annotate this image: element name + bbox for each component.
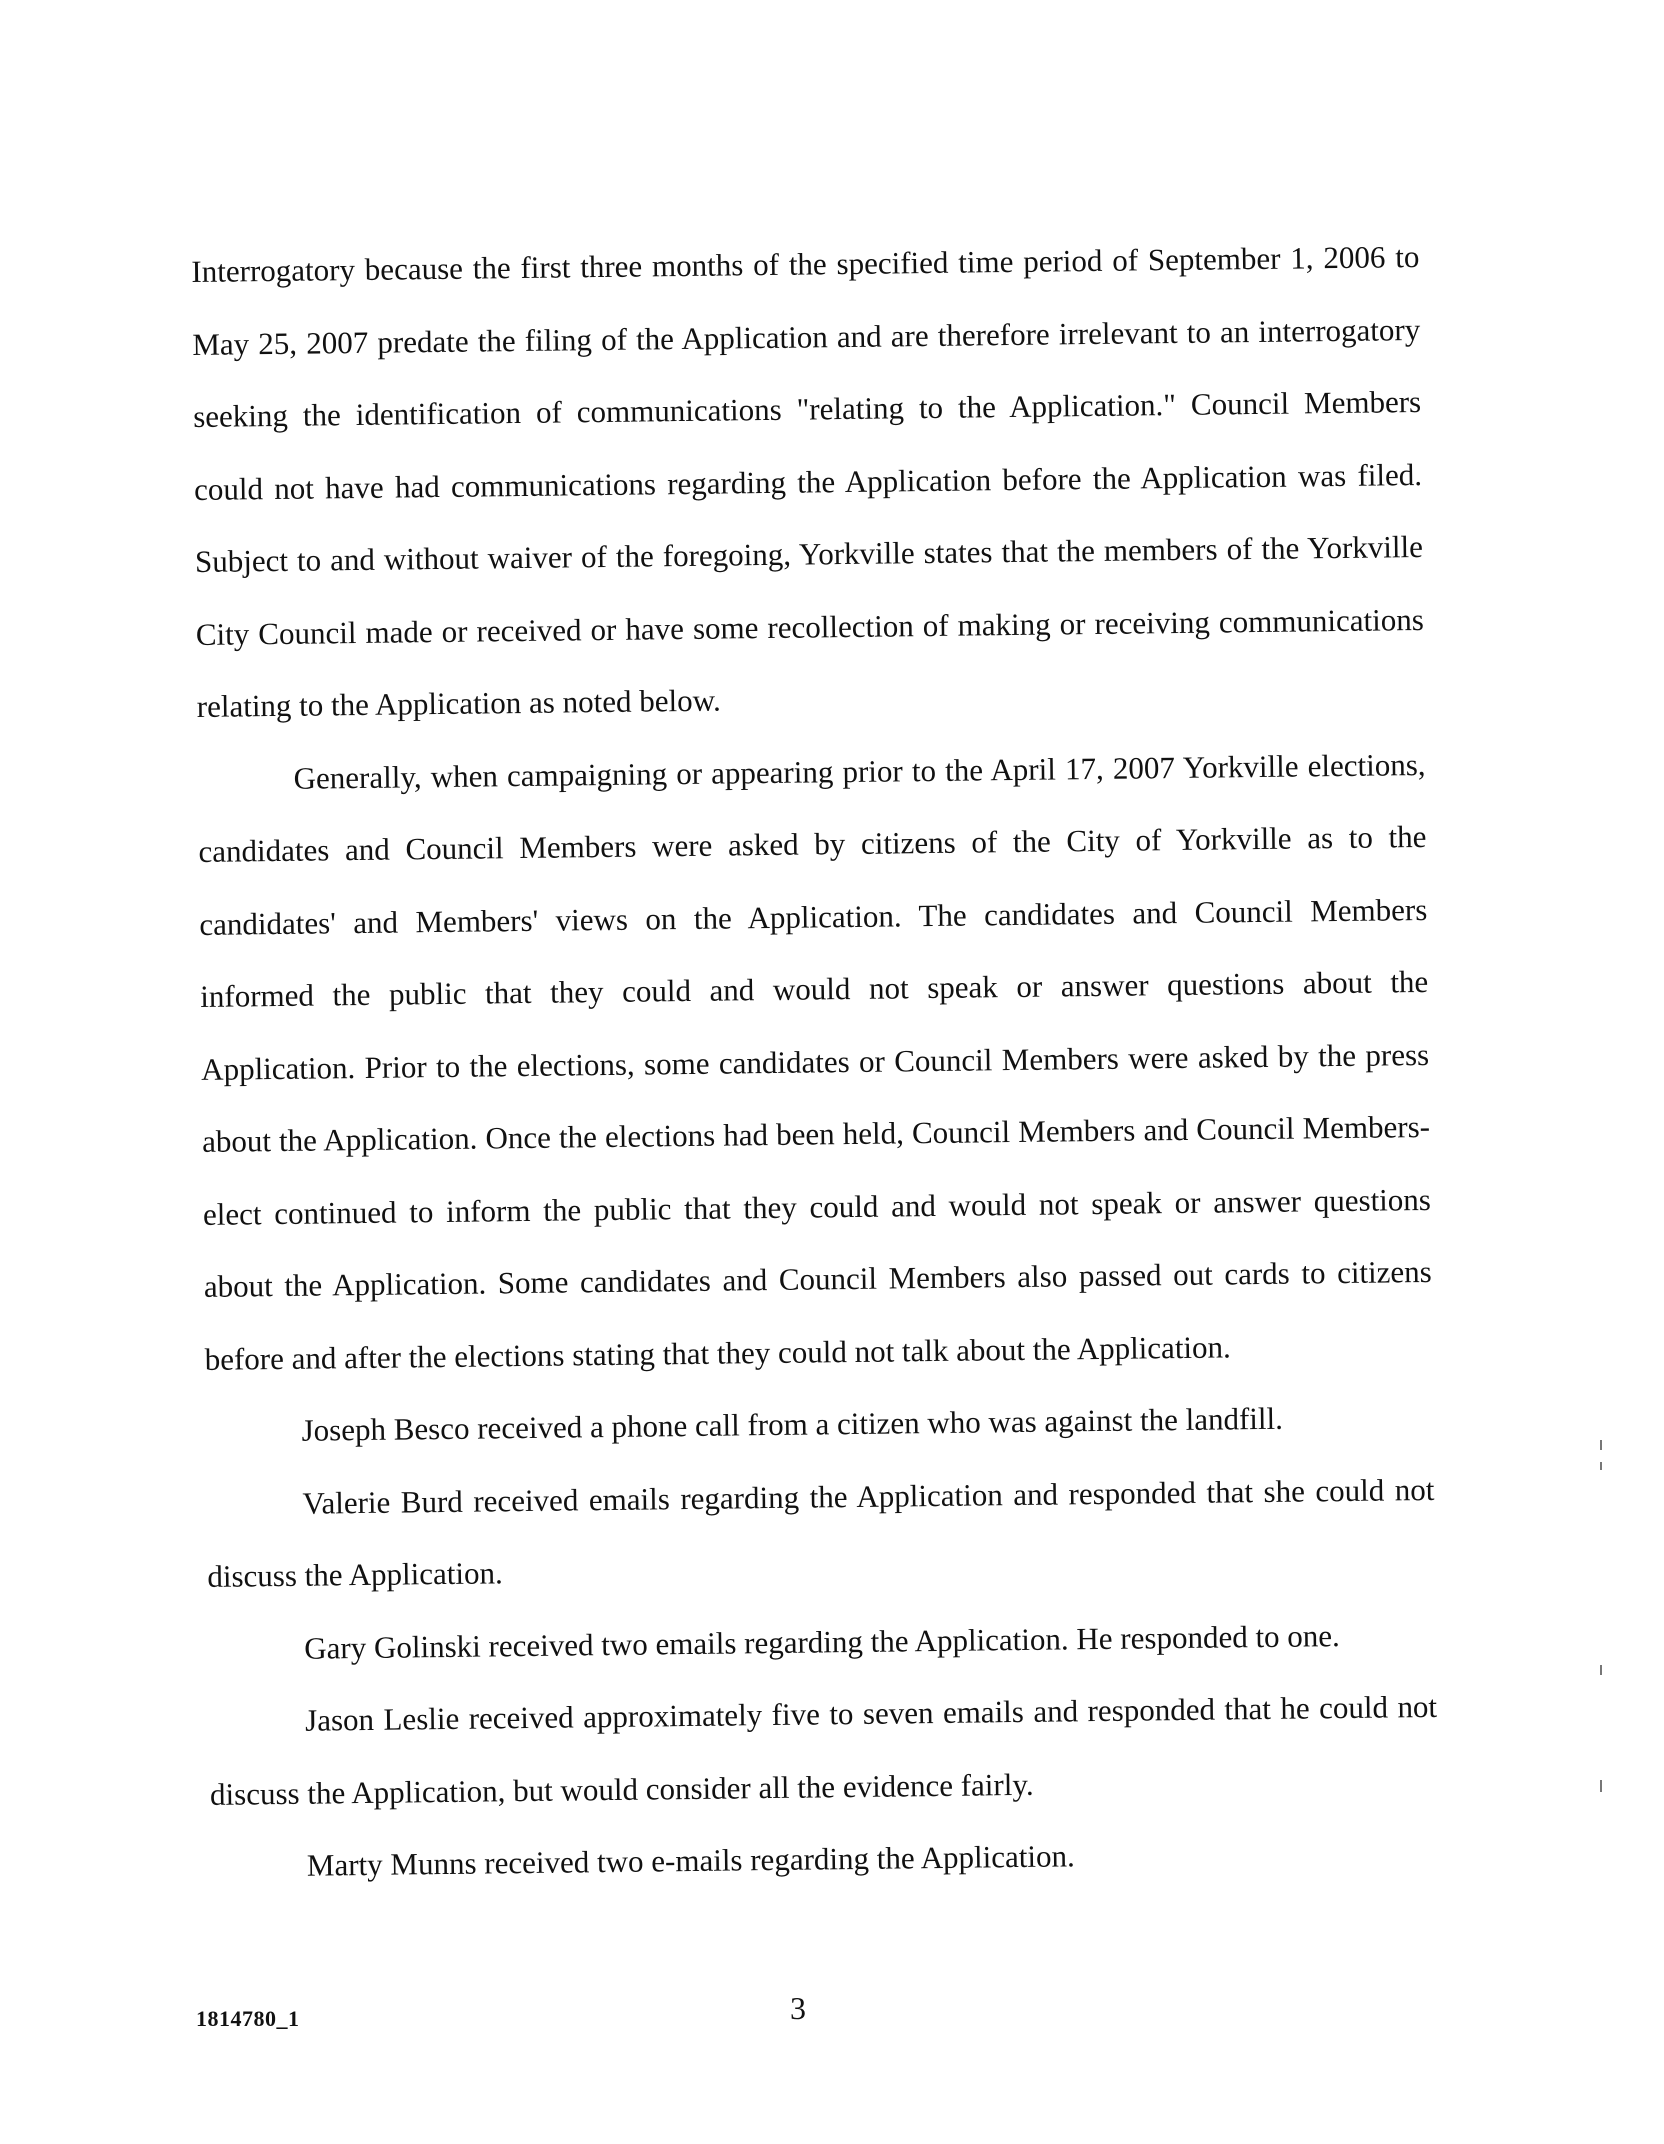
paragraph-gary-golinski: Gary Golinski received two emails regarding the Application. He responded to one. — [304, 1617, 1341, 1666]
scan-artifact — [1600, 1462, 1602, 1470]
page-number: 3 — [790, 1990, 806, 2026]
paragraph-joseph-besco: Joseph Besco received a phone call from a citizen who was against the landfill. — [301, 1400, 1284, 1448]
scan-artifact — [1600, 1665, 1602, 1675]
scan-artifact — [1600, 1440, 1602, 1450]
paragraph-valerie-burd: Valerie Burd received emails regarding the Application and responded that she could not discuss the Application. — [207, 1471, 1435, 1594]
document-body — [191, 221, 1439, 1903]
paragraph-marty-munns: Marty Munns received two e-mails regarding the Application. — [306, 1838, 1075, 1883]
paragraph-campaign-communications: Generally, when campaigning or appearing prior to the April 17, 2007 Yorkville elections, candidates and Council Members were asked by citizens of the City of Yorkville as to the candidates' and Members' views on the Application. The candidates and Council Members informed the public that they could and would not speak or answer questions about the Application. Prior to the elections, some candidates or Council Members were asked by the press about the Application. Once the elections had been held, Council Members and Council Members-elect continued to inform the public that they could and would not speak or answer questions about the Application. Some candidates and Council Members also passed out cards to citizens before and after the elections stating that they could not talk about the Application. — [198, 746, 1432, 1377]
scan-artifact — [1600, 1780, 1602, 1792]
paragraph-jason-leslie: Jason Leslie received approximately five to seven emails and responded that he could not discuss the Application, but would consider all the evidence fairly. — [209, 1688, 1438, 1812]
paragraph-interrogatory-response: Interrogatory because the first three months of the specified time period of September 1, 2006 to May 25, 2007 predate the filing of the Application and are therefore irrelevant to an interrogatory seeking the identification of communications "relating to the Application." Council Members could not have had communications regarding the Application before the Application was filed. Subject to and without waiver of the foregoing, Yorkville states that the members of the Yorkville City Council made or received or have some recollection of making or receiving communications relating to the Application as noted below. — [191, 238, 1424, 724]
document-number: 1814780_1 — [196, 2006, 300, 2031]
